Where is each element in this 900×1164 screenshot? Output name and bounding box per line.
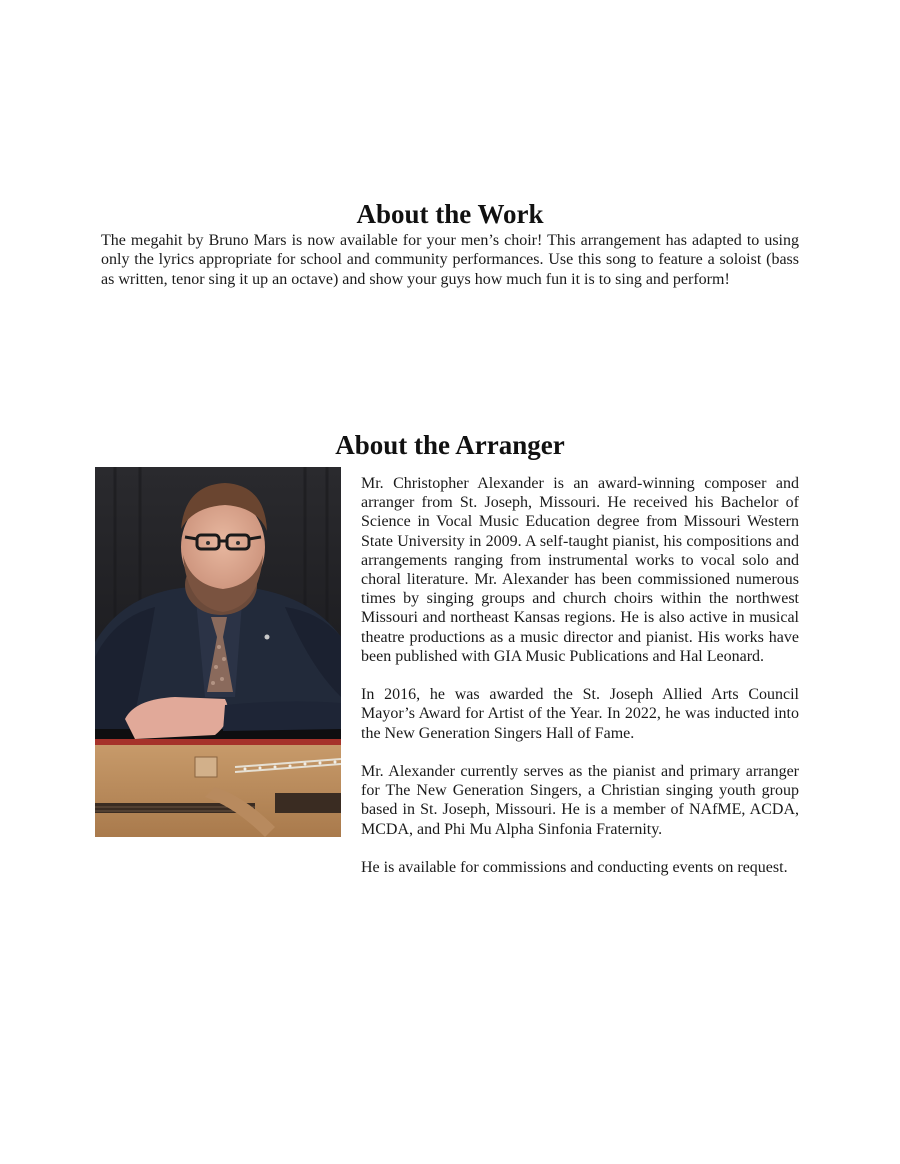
- about-the-work-heading: About the Work: [356, 199, 544, 229]
- arranger-bio-paragraph: In 2016, he was awarded the St. Joseph Allied Arts Council Mayor’s Award for Artist of the Year. In 2022, he was inducted into the New Generation Singers Hall of Fame.: [361, 686, 799, 742]
- arranger-bio-paragraph: Mr. Christopher Alexander is an award-winning composer and arranger from St. Joseph, Missouri. He received his Bachelor of Science in Vocal Music Education degree from Missouri Western State University in 2009. A self-taught pianist, his compositions and arrangements ranging from instrumental works to vocal solo and choral literature. Mr. Alexander has been commissioned numerous times by singing groups and church choirs within the northwest Missouri and northeast Kansas regions. He is also active in musical theatre productions as a music director and pianist. His works have been published with GIA Music Publications and Hal Leonard.: [361, 475, 799, 665]
- about-the-arranger-heading: About the Arranger: [335, 430, 565, 460]
- arranger-bio-paragraph: He is available for commissions and conducting events on request.: [361, 859, 788, 877]
- arranger-bio: [361, 474, 799, 877]
- about-the-work-text: The megahit by Bruno Mars is now available for your men’s choir! This arrangement has adapted to using only the lyrics appropriate for school and community performances. Use this song to feature a soloist (bass as written, tenor sing it up an octave) and show your guys how much fun it is to sing and perform!: [101, 232, 799, 288]
- arranger-photo: [95, 467, 341, 837]
- arranger-bio-paragraph: Mr. Alexander currently serves as the pianist and primary arranger for The New Generation Singers, a Christian singing youth group based in St. Joseph, Missouri. He is a member of NAfME, ACDA, MCDA, and Phi Mu Alpha Sinfonia Fraternity.: [361, 763, 799, 838]
- arranger-portrait-illustration: [95, 467, 341, 837]
